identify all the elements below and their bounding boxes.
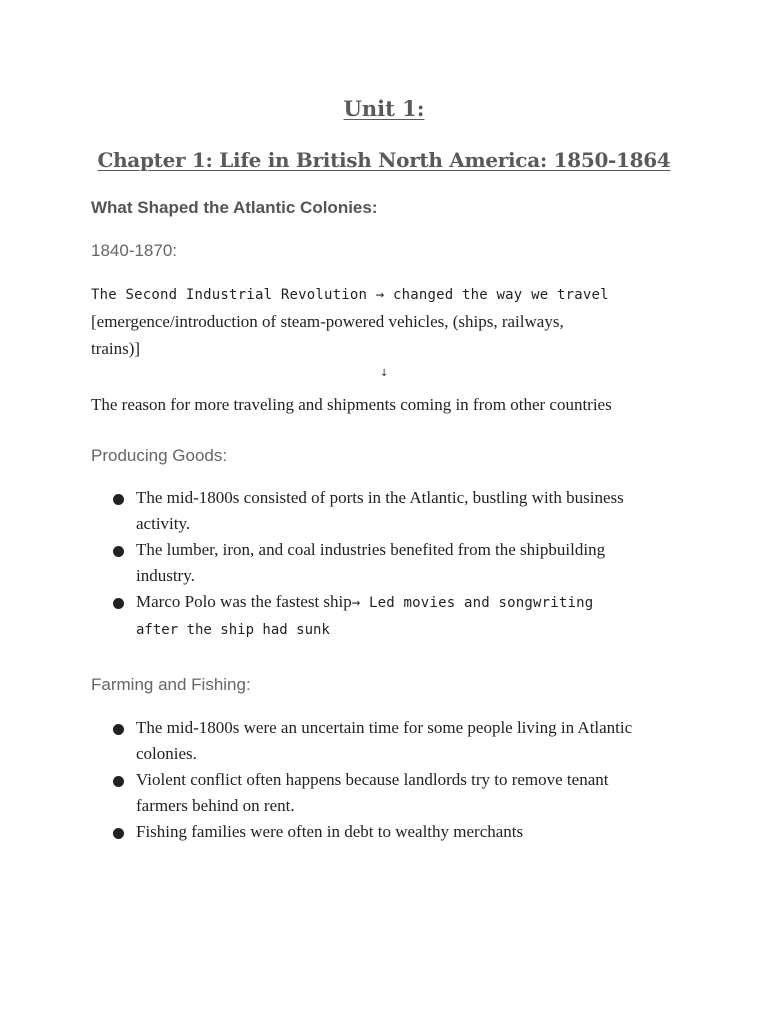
list-item-text: Violent conflict often happens because landlords try to remove tenant bbox=[136, 770, 609, 789]
marco-polo-text: Marco Polo was the fastest ship bbox=[136, 592, 352, 611]
chapter-title: Chapter 1: Life in British North America: 1850-1864 bbox=[97, 148, 671, 172]
steam-vehicles-line: [emergence/introduction of steam-powered vehicles, (ships, railways, bbox=[91, 312, 564, 331]
farming-fishing-heading: Farming and Fishing: bbox=[91, 675, 251, 694]
producing-goods-heading: Producing Goods: bbox=[91, 446, 228, 465]
marco-polo-note: → Led movies and songwriting bbox=[351, 595, 594, 611]
list-item-text bbox=[136, 589, 673, 616]
reason-line: The reason for more traveling and shipments coming in from other countries bbox=[91, 395, 612, 414]
farming-fishing-list bbox=[113, 715, 673, 845]
marco-polo-note-continued: after the ship had sunk bbox=[136, 622, 330, 638]
unit-title: Unit 1: bbox=[343, 96, 425, 121]
list-item bbox=[113, 537, 673, 589]
bullet-icon bbox=[113, 598, 124, 609]
date-range-heading: 1840-1870: bbox=[91, 241, 178, 260]
list-item-text: The mid-1800s consisted of ports in the Atlantic, bustling with business bbox=[136, 488, 624, 507]
bullet-icon bbox=[113, 828, 124, 839]
list-item-text: industry. bbox=[136, 566, 195, 585]
producing-goods-list bbox=[113, 485, 673, 644]
list-item-text: The lumber, iron, and coal industries benefited from the shipbuilding bbox=[136, 540, 606, 559]
bullet-icon bbox=[113, 724, 124, 735]
bullet-icon bbox=[113, 776, 124, 787]
list-item bbox=[113, 767, 673, 819]
down-arrow-icon: ↓ bbox=[380, 368, 389, 379]
list-item-text: The mid-1800s were an uncertain time for some people living in Atlantic bbox=[136, 718, 633, 737]
list-item-text: farmers behind on rent. bbox=[136, 796, 295, 815]
trains-line: trains)] bbox=[91, 339, 141, 358]
bullet-icon bbox=[113, 546, 124, 557]
list-item bbox=[113, 485, 673, 537]
list-item bbox=[113, 715, 673, 767]
list-item-text: Fishing families were often in debt to wealthy merchants bbox=[136, 822, 524, 841]
bullet-icon bbox=[113, 494, 124, 505]
industrial-revolution-paragraph bbox=[91, 282, 609, 362]
list-item bbox=[113, 819, 673, 845]
list-item-text: activity. bbox=[136, 514, 191, 533]
section-heading: What Shaped the Atlantic Colonies: bbox=[91, 198, 378, 217]
list-item bbox=[113, 589, 673, 644]
industrial-revolution-line: The Second Industrial Revolution → changed the way we travel bbox=[91, 287, 609, 303]
list-item-text: colonies. bbox=[136, 744, 197, 763]
